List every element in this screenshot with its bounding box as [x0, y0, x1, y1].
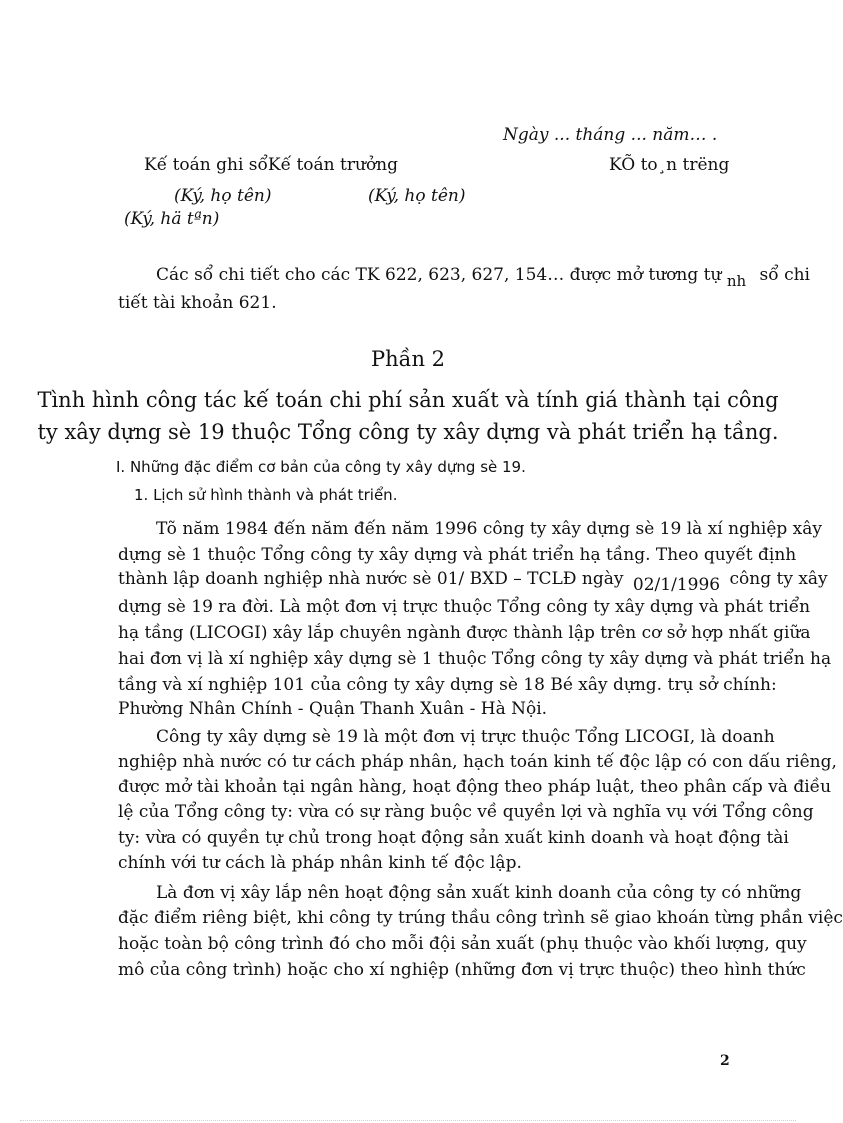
section-heading-1: 1. Lịch sử hình thành và phát triển. [134, 486, 398, 504]
p1-line-3 [118, 569, 828, 595]
note-line-1-text: Các sổ chi tiết cho các TK 622, 623, 627, 154… được mở tương tự [156, 265, 722, 285]
p3-line-3: hoặc toàn bộ công trình đó cho mỗi đội sản xuất (phụ thuộc vào khối lượng, quy [118, 934, 807, 954]
p2-line-2: nghiệp nhà nước có tư cách pháp nhân, hạch toán kinh tế độc lập có con dấu riêng, [118, 752, 837, 772]
p1-line-4: dựng sè 19 ra đời. Là một đơn vị trực thuộc Tổng công ty xây dựng và phát triển [118, 597, 811, 617]
part-heading: Phần 2 [370, 347, 446, 371]
note-line-1 [156, 265, 810, 290]
p3-line-1: Là đơn vị xây lắp nên hoạt động sản xuất kinh doanh của công ty có những [156, 883, 802, 903]
p2-line-6: chính với tư cách là pháp nhân kinh tế độc lập. [118, 853, 522, 873]
p2-line-3: được mở tài khoản tại ngân hàng, hoạt động theo pháp luật, theo phân cấp và điều [118, 777, 832, 797]
p1-line-1: Tõ năm 1984 đến năm đến năm 1996 công ty xây dựng sè 19 là xí nghiệp xây [156, 519, 823, 539]
footer-rule [20, 1120, 796, 1121]
part-title-line-1: Tình hình công tác kế toán chi phí sản xuất và tính giá thành tại công [37, 388, 779, 412]
signature-role-accountant: Kế toán ghi sổKế toán trưởng [144, 155, 399, 175]
sign-note-1: (Ký, họ tên) [174, 186, 272, 206]
p1-line-8: Phường Nhân Chính - Quận Thanh Xuân - Hà Nội. [118, 699, 548, 719]
p1-line-7: tầng và xí nghiệp 101 của công ty xây dựng sè 18 Bé xây dựng. trụ sở chính: [118, 675, 777, 695]
sign-note-2: (Ký, họ tên) [368, 186, 466, 206]
date-line: Ngày ... tháng ... năm… . [503, 125, 718, 145]
note-line-1-end: sổ chi [759, 265, 810, 285]
p2-line-4: lệ của Tổng công ty: vừa có sự ràng buộc về quyền lợi và nghĩa vụ với Tổng công [118, 802, 814, 822]
p1-line-6: hai đơn vị là xí nghiệp xây dựng sè 1 thuộc Tổng công ty xây dựng và phát triển hạ [118, 649, 832, 669]
p1-line-2: dựng sè 1 thuộc Tổng công ty xây dựng và phát triển hạ tầng. Theo quyết định [118, 545, 797, 565]
p2-line-5: ty: vừa có quyền tự chủ trong hoạt động sản xuất kinh doanh và hoạt động tài [118, 828, 789, 848]
p3-line-4: mô của công trình) hoặc cho xí nghiệp (những đơn vị trực thuộc) theo hình thức [118, 960, 806, 980]
note-line-1-sub: nh [726, 272, 747, 290]
p1-date: 02/1/1996 [632, 575, 721, 595]
sign-note-3: (Ký, hä tªn) [124, 209, 220, 229]
p1-line-5: hạ tầng (LICOGI) xây lắp chuyên ngành được thành lập trên cơ sở hợp nhất giữa [118, 623, 811, 643]
signature-role-director: KÕ to¸n trëng [609, 155, 730, 175]
note-line-2: tiết tài khoản 621. [118, 293, 277, 313]
part-title-line-2: ty xây dựng sè 19 thuộc Tổng công ty xây dựng và phát triển hạ tầng. [37, 420, 779, 444]
page-number: 2 [720, 1053, 730, 1069]
p1-line-3-text: thành lập doanh nghiệp nhà nước sè 01/ BXD – TCLĐ ngày [118, 569, 624, 589]
section-heading-I: I. Những đặc điểm cơ bản của công ty xây dựng sè 19. [116, 458, 526, 476]
p3-line-2: đặc điểm riêng biệt, khi công ty trúng thầu công trình sẽ giao khoán từng phần việc [118, 908, 843, 928]
p2-line-1: Công ty xây dựng sè 19 là một đơn vị trực thuộc Tổng LICOGI, là doanh [156, 727, 775, 747]
p1-line-3-end: công ty xây [729, 569, 828, 589]
